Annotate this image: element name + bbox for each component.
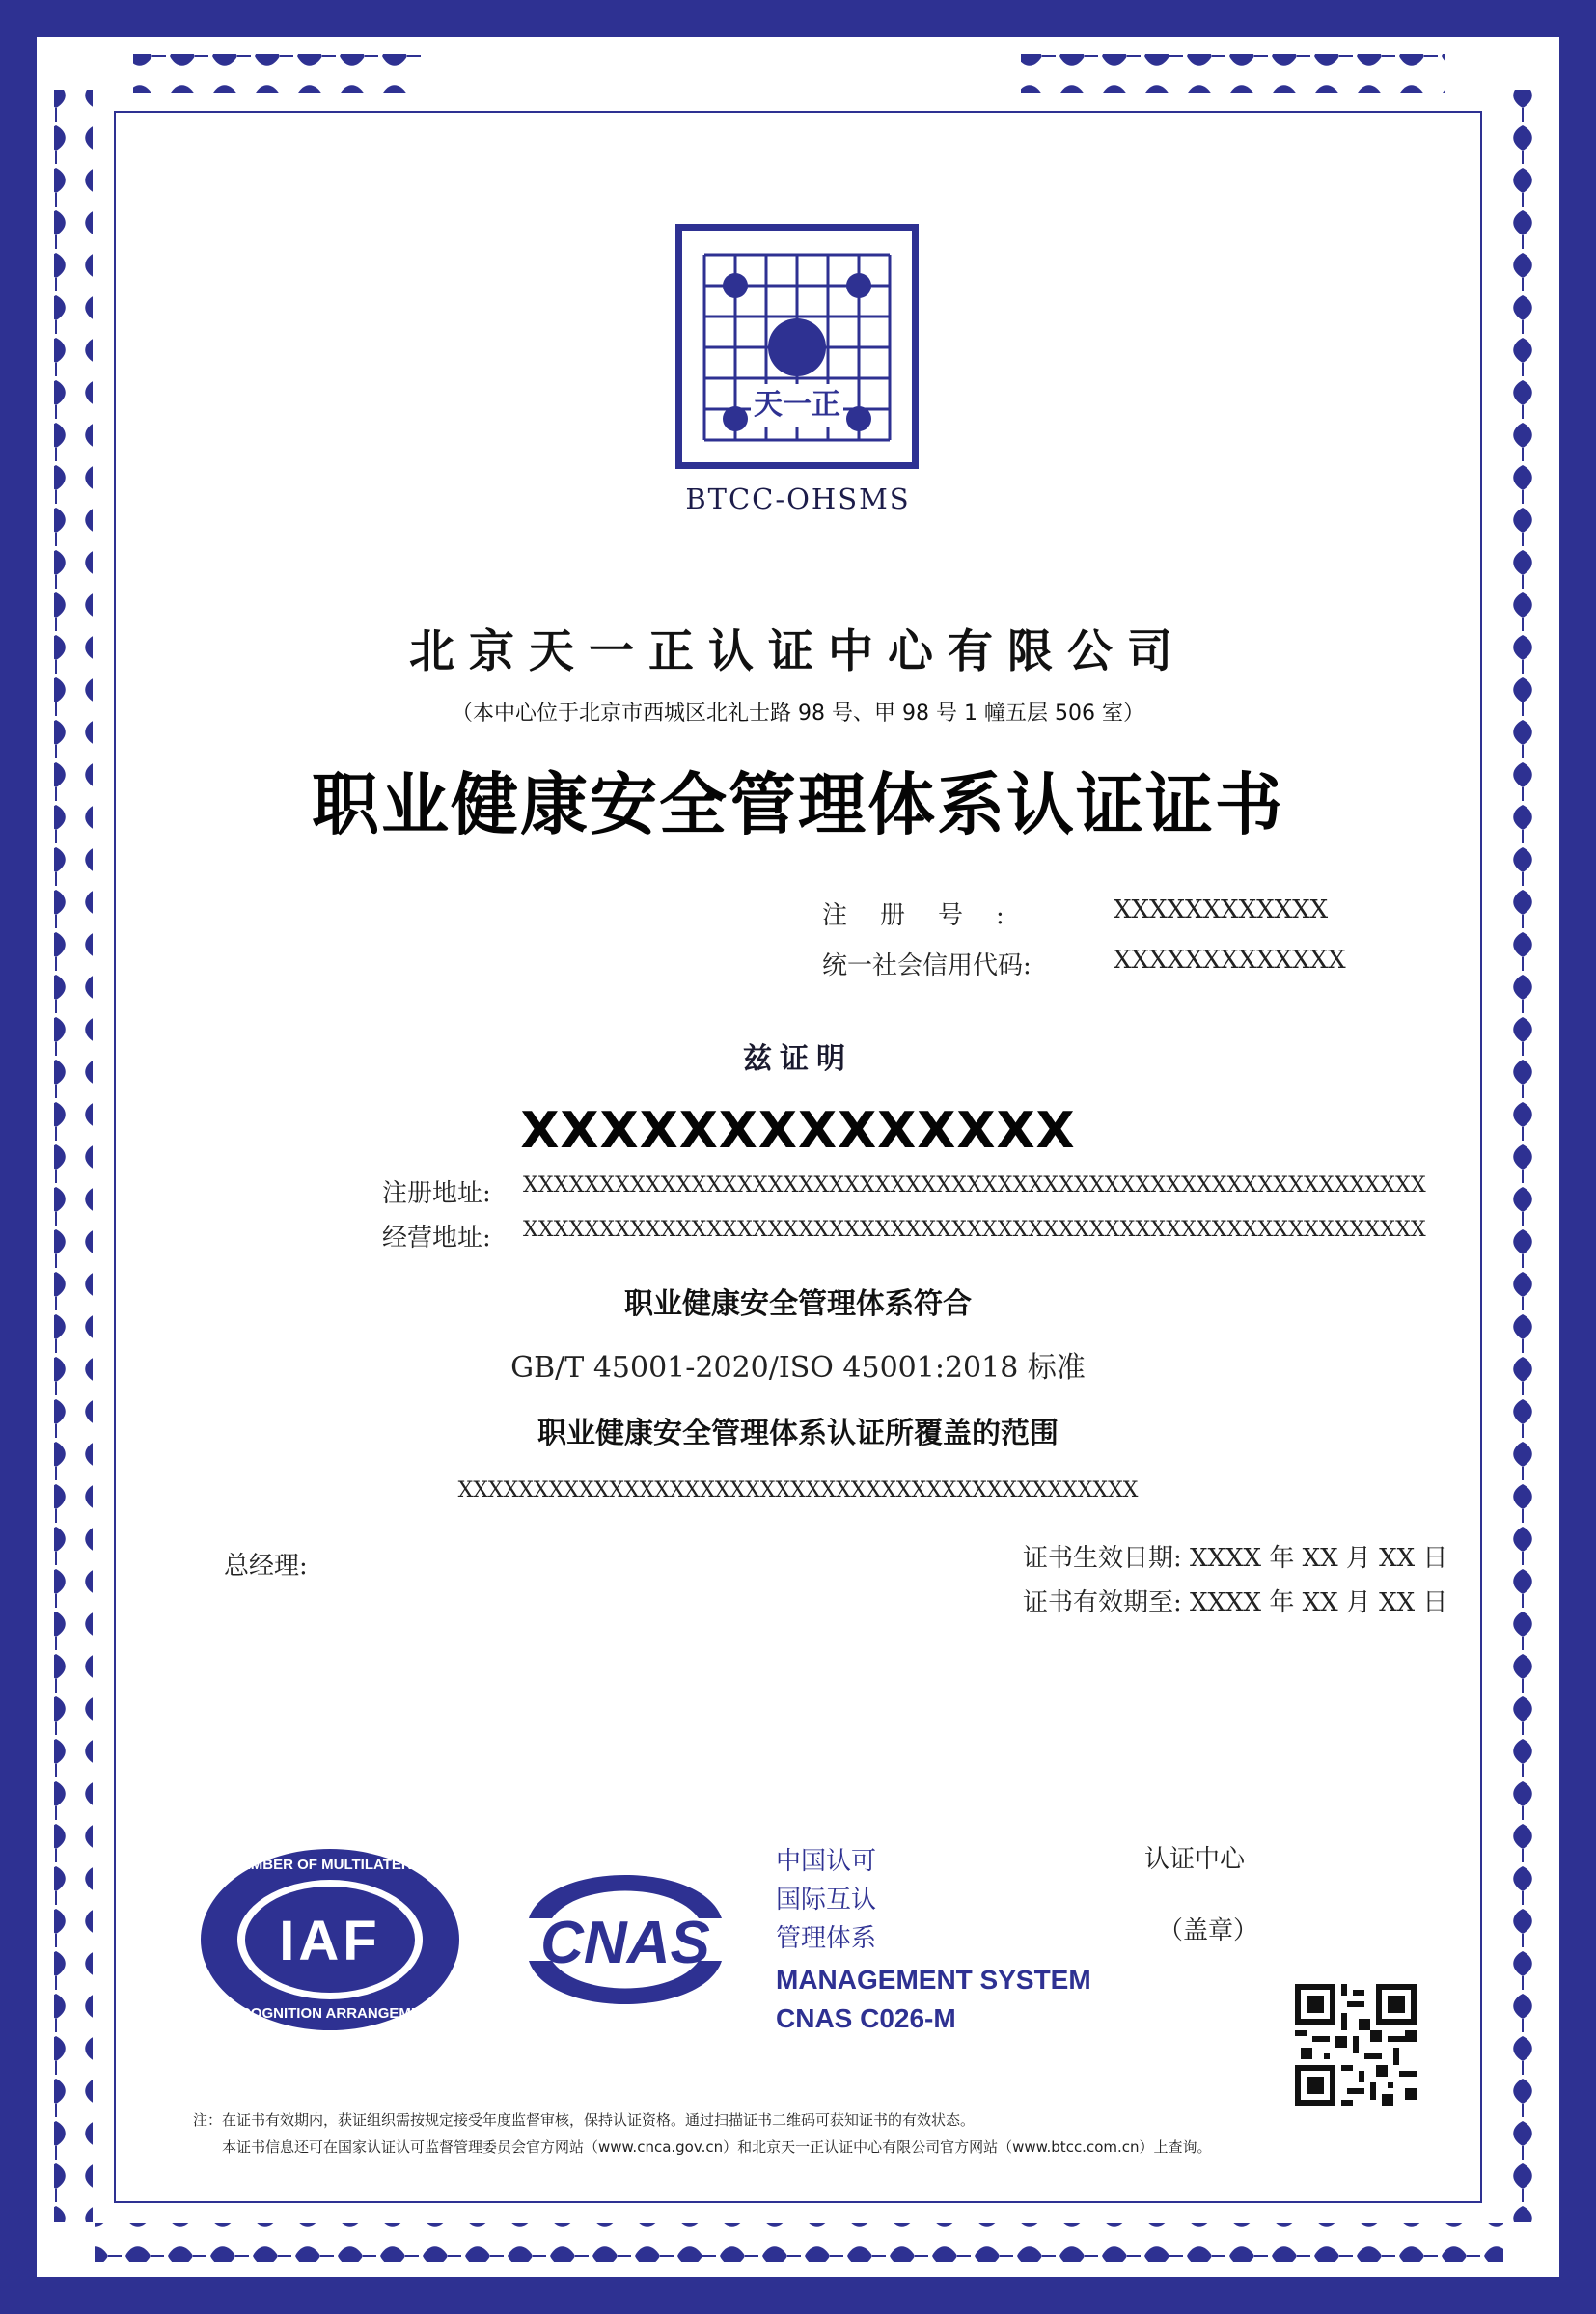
general-manager-label: 总经理: — [224, 1552, 308, 1581]
standard-reference: GB/T 45001-2020/ISO 45001:2018 标准 — [510, 1351, 1086, 1385]
iaf-ring-top: MEMBER OF MULTILATERAL — [229, 1857, 431, 1873]
logo-emblem-text: 天一正 — [754, 388, 840, 422]
issuer-name: 北京天一正认证中心有限公司 — [409, 625, 1187, 678]
registration-number-label: 注册号: — [822, 901, 1037, 930]
footnote-line1: 注：在证书有效期内，获证组织需按规定接受年度监督审核，保持认证资格。通过扫描证书二维码可获知证书的有效状态。 — [193, 2111, 976, 2129]
credit-code-value: XXXXXXXXXXXXX — [1114, 946, 1346, 975]
cnas-en-line2: CNAS C026-M — [776, 2003, 956, 2033]
qr-code[interactable] — [1295, 1984, 1417, 2106]
seal-stamp-note: （盖章） — [1158, 1916, 1259, 1945]
registered-address-label: 注册地址: — [382, 1179, 491, 1208]
iaf-ring-bottom: RECOGNITION ARRANGEMENT — [220, 2005, 440, 2022]
effective-date: 证书生效日期: XXXX 年 XX 月 XX 日 — [1023, 1544, 1448, 1573]
cnas-cn-line1: 中国认可 — [776, 1847, 877, 1876]
footnote-line2: 本证书信息还可在国家认证认可监督管理委员会官方网站（www.cnca.gov.cn）和北京天一正认证中心有限公司官方网站（www.btcc.com.cn）上查询。 — [222, 2138, 1212, 2156]
operating-address-value: XXXXXXXXXXXXXXXXXXXXXXXXXXXXXXXXXXXXXXXXXXXXXXXXXXXXXXXXXXX — [523, 1218, 1426, 1242]
certificate-title: 职业健康安全管理体系认证证书 — [312, 765, 1284, 844]
credit-code-label: 统一社会信用代码: — [822, 951, 1032, 980]
scope-heading: 职业健康安全管理体系认证所覆盖的范围 — [537, 1417, 1059, 1450]
cnas-en-line1: MANAGEMENT SYSTEM — [776, 1965, 1091, 1995]
seal-org-label: 认证中心 — [1144, 1845, 1246, 1874]
certify-heading: 兹证明 — [743, 1042, 853, 1076]
cnas-logo — [509, 1851, 741, 2028]
cnas-cn-line2: 国际互认 — [776, 1886, 877, 1915]
iaf-mark: IAF — [279, 1910, 381, 1972]
conformity-statement: 职业健康安全管理体系符合 — [624, 1287, 972, 1321]
valid-until-date: 证书有效期至: XXXX 年 XX 月 XX 日 — [1023, 1588, 1448, 1617]
cnas-mark: CNAS — [540, 1910, 710, 1976]
registration-number-value: XXXXXXXXXXXX — [1114, 895, 1329, 924]
issuer-address: （本中心位于北京市西城区北礼士路 98 号、甲 98 号 1 幢五层 506 室） — [452, 702, 1144, 726]
scope-value: XXXXXXXXXXXXXXXXXXXXXXXXXXXXXXXXXXXXXXXXXXXXX — [457, 1478, 1139, 1502]
btcc-logo — [675, 224, 919, 469]
iaf-logo — [197, 1845, 463, 2034]
registered-address-value: XXXXXXXXXXXXXXXXXXXXXXXXXXXXXXXXXXXXXXXXXXXXXXXXXXXXXXXXXXX — [523, 1173, 1426, 1198]
logo-caption: BTCC-OHSMS — [685, 482, 911, 515]
cnas-cn-line3: 管理体系 — [776, 1924, 877, 1953]
operating-address-label: 经营地址: — [382, 1224, 491, 1253]
certificate-holder-name: XXXXXXXXXXXXXX — [520, 1102, 1076, 1160]
